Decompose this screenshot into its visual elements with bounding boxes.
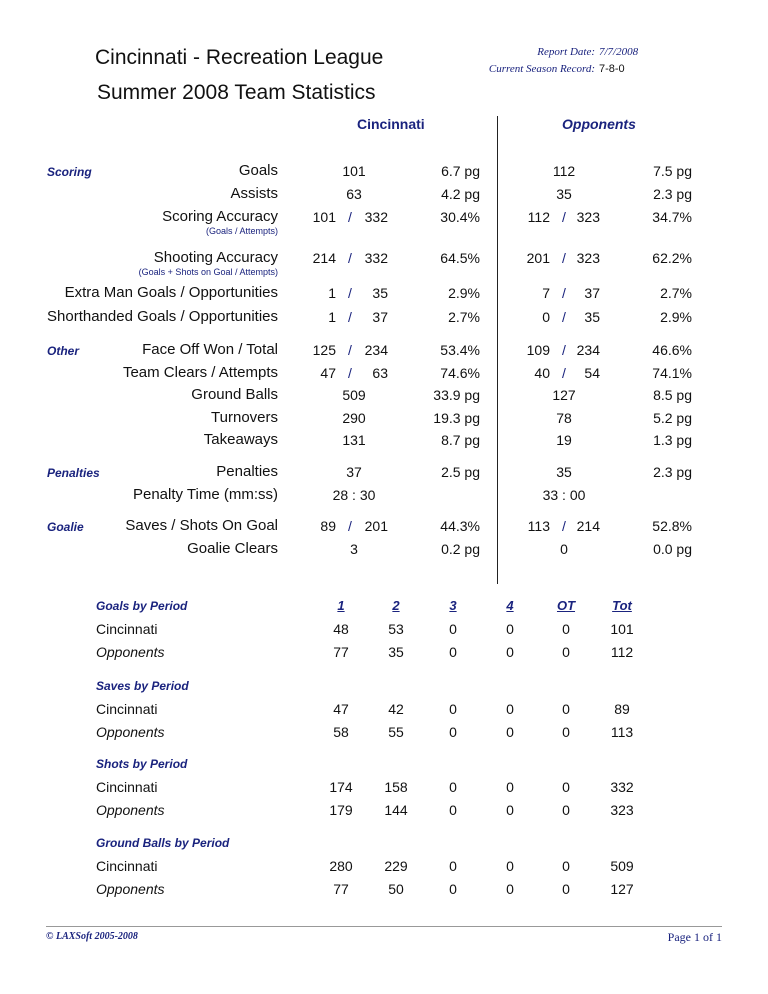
period-value: 50 <box>388 881 404 897</box>
period-value: 113 <box>610 724 634 740</box>
stat-label: Team Clears / Attempts <box>122 364 278 381</box>
period-value: 55 <box>388 724 404 740</box>
period-row-name: Opponents <box>96 644 165 660</box>
opp-slash: / <box>562 365 566 381</box>
opp-value-b: 214 <box>576 518 600 534</box>
team-slash: / <box>348 365 352 381</box>
team-value-b: 234 <box>364 342 388 358</box>
period-value: 0 <box>449 802 457 818</box>
team-rate: 0.2 pg <box>441 541 480 557</box>
period-row-name: Cincinnati <box>96 779 158 795</box>
stat-label: Assists <box>230 185 278 202</box>
period-value: 0 <box>506 802 514 818</box>
team-slash: / <box>348 342 352 358</box>
team-value: 28 : 30 <box>332 487 376 503</box>
team-value-b: 35 <box>372 285 388 301</box>
team-value-a: 101 <box>312 209 336 225</box>
period-value: 0 <box>562 858 570 874</box>
section-other: Other <box>47 344 80 358</box>
opp-rate: 74.1% <box>652 365 692 381</box>
opp-rate: 46.6% <box>652 342 692 358</box>
period-row-name: Opponents <box>96 724 165 740</box>
footer-rule <box>46 926 722 927</box>
opp-rate: 52.8% <box>652 518 692 534</box>
period-value: 0 <box>449 621 457 637</box>
team-value-b: 332 <box>364 209 388 225</box>
period-value: 0 <box>506 724 514 740</box>
section-goalie: Goalie <box>47 520 84 534</box>
team-value: 63 <box>346 186 362 202</box>
opp-value: 0 <box>560 541 568 557</box>
team-rate: 2.5 pg <box>441 464 480 480</box>
opp-value: 78 <box>556 410 572 426</box>
stat-label: Goalie Clears <box>187 540 278 557</box>
period-value: 0 <box>449 701 457 717</box>
stat-label: Penalties <box>216 463 278 480</box>
opp-rate: 62.2% <box>652 250 692 266</box>
team-rate: 2.7% <box>448 309 480 325</box>
period-value: 0 <box>562 621 570 637</box>
period-row-name: Cincinnati <box>96 858 158 874</box>
team-value: 3 <box>350 541 358 557</box>
team-value-b: 37 <box>372 309 388 325</box>
period-value: 0 <box>506 621 514 637</box>
section-scoring: Scoring <box>47 165 92 179</box>
opp-value: 127 <box>552 387 576 403</box>
column-header-team: Cincinnati <box>357 116 425 132</box>
period-value: 127 <box>610 881 634 897</box>
opp-value: 33 : 00 <box>542 487 586 503</box>
stat-label: Saves / Shots On Goal <box>125 517 278 534</box>
period-value: 0 <box>449 724 457 740</box>
opp-value: 112 <box>552 163 576 179</box>
stat-label: Extra Man Goals / Opportunities <box>64 284 278 301</box>
period-header: 2 <box>392 598 400 613</box>
period-value: 0 <box>562 701 570 717</box>
period-value: 280 <box>329 858 353 874</box>
period-value: 323 <box>610 802 634 818</box>
opp-rate: 8.5 pg <box>653 387 692 403</box>
period-row-name: Opponents <box>96 802 165 818</box>
opp-rate: 7.5 pg <box>653 163 692 179</box>
team-value-b: 63 <box>372 365 388 381</box>
period-value: 47 <box>333 701 349 717</box>
team-value-a: 47 <box>320 365 336 381</box>
period-value: 42 <box>388 701 404 717</box>
opp-slash: / <box>562 209 566 225</box>
team-value-a: 214 <box>312 250 336 266</box>
opp-rate: 5.2 pg <box>653 410 692 426</box>
team-value: 290 <box>342 410 366 426</box>
footer-page-number: Page 1 of 1 <box>667 930 722 944</box>
period-value: 0 <box>562 644 570 660</box>
period-value: 0 <box>449 779 457 795</box>
period-value: 89 <box>614 701 630 717</box>
period-value: 48 <box>333 621 349 637</box>
report-date-value: 7/7/2008 <box>599 46 639 58</box>
team-value-b: 201 <box>364 518 388 534</box>
team-value-a: 1 <box>328 309 336 325</box>
period-value: 77 <box>333 644 349 660</box>
period-value: 0 <box>506 858 514 874</box>
section-penalties: Penalties <box>47 466 100 480</box>
period-value: 101 <box>610 621 634 637</box>
opp-value-a: 7 <box>542 285 550 301</box>
opp-slash: / <box>562 309 566 325</box>
period-value: 0 <box>506 701 514 717</box>
period-row-name: Cincinnati <box>96 621 158 637</box>
stat-label: Goals <box>238 162 278 179</box>
opp-value-b: 54 <box>584 365 600 381</box>
period-value: 53 <box>388 621 404 637</box>
opp-value-b: 35 <box>584 309 600 325</box>
team-rate: 30.4% <box>440 209 480 225</box>
report-title-line2: Summer 2008 Team Statistics <box>97 81 376 104</box>
opp-value-a: 201 <box>526 250 550 266</box>
column-divider <box>497 116 498 584</box>
period-value: 0 <box>449 881 457 897</box>
opp-value-a: 109 <box>526 342 550 358</box>
period-table-title: Saves by Period <box>96 679 189 693</box>
column-header-opponents: Opponents <box>562 116 636 132</box>
stat-label: Ground Balls <box>191 386 278 403</box>
team-value-a: 89 <box>320 518 336 534</box>
opp-value-a: 112 <box>527 209 550 225</box>
team-slash: / <box>348 309 352 325</box>
period-header: 4 <box>506 598 514 613</box>
period-value: 0 <box>506 881 514 897</box>
period-value: 0 <box>506 644 514 660</box>
period-value: 0 <box>562 802 570 818</box>
period-value: 158 <box>384 779 408 795</box>
opp-slash: / <box>562 342 566 358</box>
period-value: 179 <box>329 802 353 818</box>
team-value: 37 <box>346 464 362 480</box>
period-value: 0 <box>562 779 570 795</box>
period-row-name: Opponents <box>96 881 165 897</box>
team-value-b: 332 <box>364 250 388 266</box>
opp-value-b: 234 <box>576 342 600 358</box>
period-header: OT <box>556 598 576 613</box>
stat-label: Shooting Accuracy <box>153 249 278 266</box>
opp-rate: 2.7% <box>660 285 692 301</box>
stat-label: Turnovers <box>211 409 278 426</box>
opp-value-b: 323 <box>576 250 600 266</box>
opp-value: 35 <box>556 186 572 202</box>
stat-label: Shorthanded Goals / Opportunities <box>47 308 278 325</box>
team-value: 101 <box>342 163 366 179</box>
period-value: 0 <box>562 881 570 897</box>
opp-rate: 1.3 pg <box>653 432 692 448</box>
opp-rate: 34.7% <box>652 209 692 225</box>
opp-value-b: 37 <box>584 285 600 301</box>
team-rate: 74.6% <box>440 365 480 381</box>
team-rate: 4.2 pg <box>441 186 480 202</box>
team-rate: 33.9 pg <box>433 387 480 403</box>
team-rate: 2.9% <box>448 285 480 301</box>
team-value: 131 <box>342 432 366 448</box>
stat-label: Penalty Time (mm:ss) <box>132 486 278 503</box>
period-value: 332 <box>610 779 634 795</box>
opp-rate: 2.3 pg <box>653 464 692 480</box>
stat-label: Face Off Won / Total <box>142 341 278 358</box>
period-header: 3 <box>449 598 457 613</box>
team-slash: / <box>348 285 352 301</box>
report-title-line1: Cincinnati - Recreation League <box>95 46 384 69</box>
period-value: 0 <box>506 779 514 795</box>
period-table-title: Goals by Period <box>96 599 188 613</box>
opp-slash: / <box>562 285 566 301</box>
team-rate: 64.5% <box>440 250 480 266</box>
opp-value-a: 0 <box>542 309 550 325</box>
opp-value-a: 40 <box>534 365 550 381</box>
period-value: 58 <box>333 724 349 740</box>
period-value: 35 <box>388 644 404 660</box>
opp-slash: / <box>562 518 566 534</box>
stat-sublabel: (Goals + Shots on Goal / Attempts) <box>138 267 278 277</box>
period-header: Tot <box>612 598 632 613</box>
opp-value: 19 <box>556 432 572 448</box>
report-date-label: Report Date: <box>537 46 595 58</box>
period-value: 112 <box>610 644 634 660</box>
team-value-a: 125 <box>312 342 336 358</box>
period-row-name: Cincinnati <box>96 701 158 717</box>
opp-rate: 0.0 pg <box>653 541 692 557</box>
team-rate: 53.4% <box>440 342 480 358</box>
period-table-title: Ground Balls by Period <box>96 836 230 850</box>
opp-rate: 2.3 pg <box>653 186 692 202</box>
stat-label: Scoring Accuracy <box>162 208 278 225</box>
period-header: 1 <box>337 598 345 613</box>
opp-value: 35 <box>556 464 572 480</box>
team-value: 509 <box>342 387 366 403</box>
team-rate: 6.7 pg <box>441 163 480 179</box>
season-record-value: 7-8-0 <box>599 63 625 75</box>
stat-sublabel: (Goals / Attempts) <box>205 226 278 236</box>
opp-value-b: 323 <box>576 209 600 225</box>
stat-label: Takeaways <box>203 431 278 448</box>
opp-value-a: 113 <box>527 518 550 534</box>
team-slash: / <box>348 518 352 534</box>
period-table-title: Shots by Period <box>96 757 188 771</box>
period-value: 509 <box>610 858 634 874</box>
period-value: 174 <box>329 779 353 795</box>
period-value: 144 <box>384 802 408 818</box>
footer-copyright: © LAXSoft 2005-2008 <box>46 931 138 942</box>
period-value: 0 <box>449 858 457 874</box>
period-value: 0 <box>449 644 457 660</box>
team-rate: 19.3 pg <box>433 410 480 426</box>
team-value-a: 1 <box>328 285 336 301</box>
season-record-label: Current Season Record: <box>488 63 595 75</box>
team-rate: 8.7 pg <box>441 432 480 448</box>
team-slash: / <box>348 209 352 225</box>
team-slash: / <box>348 250 352 266</box>
opp-rate: 2.9% <box>660 309 692 325</box>
opp-slash: / <box>562 250 566 266</box>
period-value: 229 <box>384 858 408 874</box>
team-rate: 44.3% <box>440 518 480 534</box>
period-value: 0 <box>562 724 570 740</box>
period-value: 77 <box>333 881 349 897</box>
